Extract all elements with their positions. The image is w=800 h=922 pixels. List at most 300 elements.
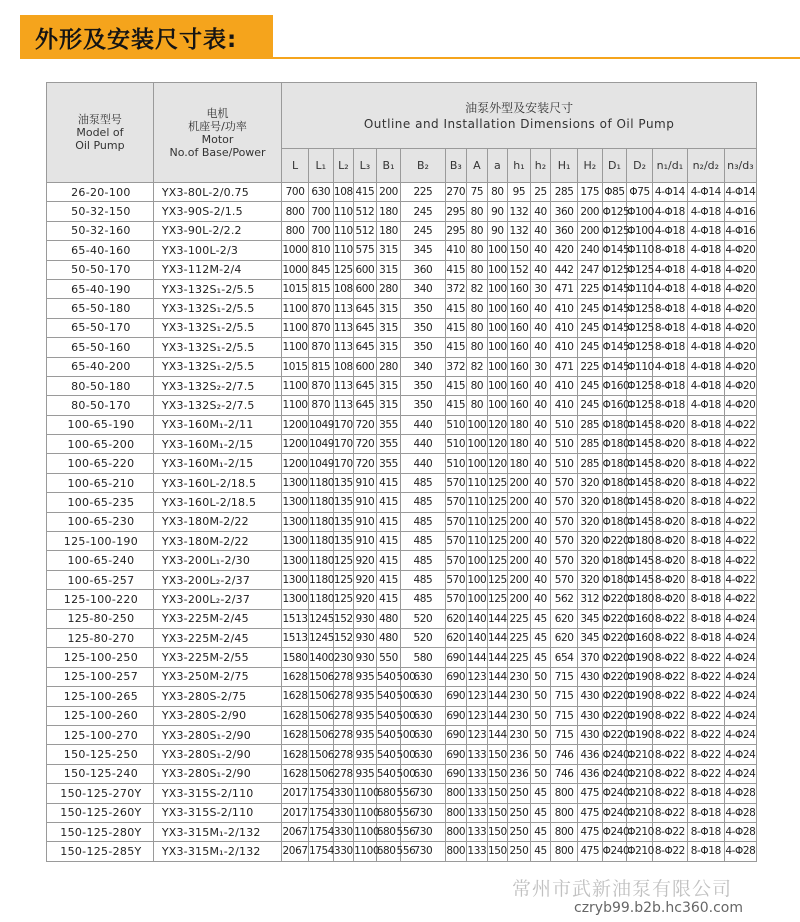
dimension-cell: Φ180 [627,532,653,551]
dimension-cell: 150 [508,241,531,260]
dimension-cell: 125 [487,570,508,589]
dimension-cell: Φ145 [627,493,653,512]
dimension-cell: 645 [354,376,377,395]
dimension-value: 540 [376,690,396,703]
pump-model-cell: 65-40-190 [47,279,154,298]
dimension-cell: 8-Φ18 [687,532,724,551]
dimension-cell: 570 [445,551,467,570]
pump-model-cell: 65-50-160 [47,338,154,357]
dimension-cell: 100 [467,590,488,609]
dimension-cell: 410 [445,241,467,260]
dimensions-table-body [47,183,757,862]
dimension-cell: 315 [376,299,401,318]
dimension-cell: 4-Φ28 [724,784,756,803]
dimension-cell: 40 [530,493,551,512]
dimension-cell: Φ75 [627,183,653,202]
dimension-cell: 870 [308,299,333,318]
dimension-column-header: h₁ [508,149,531,183]
dimension-cell: 845 [308,260,333,279]
dimension-cell: 8-Φ22 [652,842,687,861]
dimension-cell: 570 [551,512,578,531]
dimension-cell: 510 [551,435,578,454]
dimension-cell: 8-Φ18 [687,551,724,570]
pump-model-cell: 50-32-160 [47,221,154,240]
dimension-cell: 230 [508,706,531,725]
dimension-cell: 8-Φ22 [652,628,687,647]
dimension-value: 556 [396,826,416,839]
dimension-cell: Φ220 [602,725,627,744]
motor-cell: YX3-160M₁-2/15 [153,435,281,454]
dimension-cell: 935 [354,725,377,744]
dimension-cell: Φ145 [602,357,627,376]
dimension-cell: 372 [445,357,467,376]
dimension-cell: 160 [508,376,531,395]
table-row [47,454,757,473]
dimension-cell: 410 [551,396,578,415]
dimension-cell: 135 [333,512,354,531]
dimension-cell: 125 [487,590,508,609]
dimension-cell: Φ100 [627,221,653,240]
dimension-column-header: B₂ [401,149,445,183]
dimension-cell: 800 [551,822,578,841]
motor-cell: YX3-90S-2/1.5 [153,202,281,221]
dimension-cell: 247 [577,260,602,279]
dimension-cell: 4-Φ24 [724,745,756,764]
dimension-cell: 910 [354,493,377,512]
dimension-cell: 1300 [282,590,309,609]
dimension-column-header: D₁ [602,149,627,183]
dimension-cell: 245 [577,338,602,357]
dimension-cell: 485 [401,551,445,570]
table-row [47,279,757,298]
dimension-cell: 170 [333,435,354,454]
dimension-cell: 870 [308,376,333,395]
dimension-cell: 4-Φ16 [724,221,756,240]
dimension-cell: 45 [530,842,551,861]
table-row [47,396,757,415]
dimension-cell: 8-Φ20 [652,512,687,531]
dimension-cell: 690 [445,667,467,686]
dimension-cell: 510 [445,415,467,434]
dimension-cell: 645 [354,318,377,337]
dimension-cell: 40 [530,221,551,240]
dimension-cell: 40 [530,570,551,589]
dimension-cell: 645 [354,338,377,357]
dimension-cell: 113 [333,299,354,318]
dimension-cell: 345 [577,609,602,628]
dimension-cell: 170 [333,415,354,434]
dimension-cell: 570 [551,493,578,512]
dimension-cell: 135 [333,493,354,512]
motor-cell: YX3-315S-2/110 [153,803,281,822]
dimension-cell: 415 [445,396,467,415]
dimension-cell: Φ145 [627,454,653,473]
dimension-cell: 40 [530,299,551,318]
dimension-cell: 4-Φ22 [724,570,756,589]
dimension-cell: 8-Φ18 [652,318,687,337]
dimension-value: 556 [396,787,416,800]
dimension-cell: Φ125 [627,376,653,395]
dimension-cell: 4-Φ14 [687,183,724,202]
dimension-cell: 430 [577,667,602,686]
pump-model-cell: 125-100-220 [47,590,154,609]
dimension-cell: 8-Φ20 [652,415,687,434]
table-row [47,338,757,357]
dimension-cell: 1300 [282,493,309,512]
dimension-cell: 4-Φ28 [724,842,756,861]
dimension-cell: 570 [445,473,467,492]
dimension-cell: 110 [467,473,488,492]
motor-cell: YX3-315M₁-2/132 [153,842,281,861]
dimension-value: 556 [396,806,416,819]
dimension-cell: 690 [445,648,467,667]
dimension-cell [376,667,416,686]
dimension-cell: 80 [487,183,508,202]
dimension-cell: Φ220 [602,687,627,706]
dimension-cell: 80 [467,241,488,260]
dimension-cell: 4-Φ24 [724,764,756,783]
dimension-cell [376,784,416,803]
dimension-cell: 75 [467,183,488,202]
dimension-cell: 4-Φ18 [687,338,724,357]
dimension-cell: 1180 [308,570,333,589]
dimension-cell: 245 [577,396,602,415]
dimension-cell: 140 [467,628,488,647]
dimension-cell: 1754 [308,784,333,803]
dimension-cell: 730 [401,822,445,841]
dimension-value: 500 [396,670,416,683]
dimension-cell: 4-Φ22 [724,435,756,454]
dimension-cell: 570 [445,493,467,512]
dimension-cell: 40 [530,241,551,260]
dimension-cell: 133 [467,784,488,803]
dimension-cell: 8-Φ18 [687,493,724,512]
dimension-cell: 4-Φ18 [687,299,724,318]
motor-cell: YX3-160L-2/18.5 [153,473,281,492]
dimension-cell: 1180 [308,493,333,512]
dimension-cell: 133 [467,803,488,822]
motor-cell: YX3-225M-2/55 [153,648,281,667]
dimension-cell: 180 [508,415,531,434]
table-row [47,260,757,279]
dimension-cell: 4-Φ22 [724,493,756,512]
dimension-cell: 8-Φ20 [652,493,687,512]
dimension-cell: 4-Φ20 [724,376,756,395]
dimension-cell: 40 [530,396,551,415]
motor-cell: YX3-315S-2/110 [153,784,281,803]
dimension-cell: 620 [445,628,467,647]
dimension-cell: 225 [508,648,531,667]
dimension-cell: 8-Φ22 [687,706,724,725]
dimension-cell: 180 [376,221,401,240]
dimension-cell: 430 [577,706,602,725]
dimension-cell: 225 [508,609,531,628]
dimension-cell: 150 [487,803,508,822]
dimension-cell: 280 [376,279,401,298]
dimension-cell: 700 [282,183,309,202]
dimension-cell: Φ145 [602,299,627,318]
dimension-cell: 133 [467,822,488,841]
dimension-cell: 2067 [282,842,309,861]
dimension-cell: 415 [445,299,467,318]
dimension-cell: 100 [487,357,508,376]
dimension-column-header: L [282,149,309,183]
dimension-cell: 200 [508,512,531,531]
dimension-cell: 570 [445,590,467,609]
dimension-cell: 690 [445,764,467,783]
motor-label-cn1: 电机 [206,106,229,120]
pump-model-cell: 150-125-280Y [47,822,154,841]
dimension-cell: 80 [467,376,488,395]
dimension-cell: 1180 [308,551,333,570]
dimension-cell: 144 [467,648,488,667]
dimension-cell [376,764,416,783]
dimension-cell: 8-Φ22 [652,803,687,822]
motor-cell: YX3-160M₁-2/11 [153,415,281,434]
dimension-cell: 630 [308,183,333,202]
dimension-cell: 8-Φ20 [652,473,687,492]
dimension-cell: 8-Φ18 [687,590,724,609]
pump-model-cell: 150-125-250 [47,745,154,764]
dimension-cell: 4-Φ14 [652,183,687,202]
dimension-cell: Φ125 [627,396,653,415]
dimension-cell: Φ220 [602,628,627,647]
dimension-cell: 410 [551,318,578,337]
dimension-cell: 485 [401,512,445,531]
dimension-cell: 230 [508,687,531,706]
dimension-cell: Φ240 [602,745,627,764]
dimension-cell: 475 [577,842,602,861]
dimension-cell: 430 [577,725,602,744]
table-row [47,532,757,551]
pump-model-cell: 100-65-190 [47,415,154,434]
dimension-cell: Φ145 [627,551,653,570]
dimension-cell: 4-Φ14 [724,183,756,202]
dimension-cell: 1300 [282,551,309,570]
dimension-cell: 746 [551,745,578,764]
pump-model-cell: 100-65-210 [47,473,154,492]
table-row [47,221,757,240]
dimension-cell: 160 [508,396,531,415]
dimension-cell: 80 [467,221,488,240]
dimension-value: 540 [376,729,396,742]
dimension-cell: Φ220 [602,609,627,628]
dimension-cell: 4-Φ22 [724,512,756,531]
dimension-cell: 8-Φ18 [687,609,724,628]
dimension-cell: 8-Φ20 [652,532,687,551]
dimension-cell: 123 [467,687,488,706]
pump-model-cell: 125-80-250 [47,609,154,628]
dimension-cell: 135 [333,532,354,551]
dimension-cell: 4-Φ20 [724,396,756,415]
dimension-cell: 440 [401,415,445,434]
pump-model-cell: 100-65-240 [47,551,154,570]
dimension-cell: 50 [530,745,551,764]
dimension-cell: 295 [445,202,467,221]
dimension-cell: 133 [467,745,488,764]
dimension-cell: 1754 [308,842,333,861]
dimension-cell: 1000 [282,241,309,260]
dimension-cell: 730 [401,784,445,803]
dimension-cell: Φ125 [602,202,627,221]
dimension-cell: 480 [376,628,401,647]
dimension-cell: 512 [354,221,377,240]
dimension-cell: 570 [551,532,578,551]
table-row [47,376,757,395]
dimension-cell: 1300 [282,512,309,531]
dimension-cell: 4-Φ18 [687,318,724,337]
dimension-cell: 285 [577,454,602,473]
table-row [47,512,757,531]
dimension-cell: 440 [401,454,445,473]
dimension-cell: 485 [401,590,445,609]
dimension-cell: 415 [376,590,401,609]
dimension-cell: Φ180 [602,454,627,473]
dimension-cell: 8-Φ18 [652,338,687,357]
dimension-cell: 1628 [282,706,309,725]
dimension-cell: Φ160 [627,609,653,628]
dimension-value: 680 [376,845,396,858]
dimension-cell: 150 [487,784,508,803]
motor-cell: YX3-132S₁-2/5.5 [153,357,281,376]
dimension-cell: 278 [333,745,354,764]
dimension-cell: 570 [551,473,578,492]
motor-label-en1: Motor [201,132,234,146]
dimension-cell: 8-Φ18 [687,784,724,803]
dimension-cell: 8-Φ22 [687,648,724,667]
dimension-cell: 475 [577,784,602,803]
dimension-cell: Φ220 [602,590,627,609]
dimension-cell: 1754 [308,803,333,822]
dimension-column-header: H₁ [551,149,578,183]
dimension-cell: 80 [467,338,488,357]
dimension-cell: 278 [333,725,354,744]
dimension-cell: 4-Φ24 [724,706,756,725]
dimension-cell: 278 [333,706,354,725]
dimension-cell: 575 [354,241,377,260]
dimension-cell: 150 [487,745,508,764]
dimension-cell: 110 [467,532,488,551]
dimension-cell: 4-Φ24 [724,725,756,744]
dimension-cell: 570 [445,570,467,589]
motor-cell: YX3-315M₁-2/132 [153,822,281,841]
dimension-cell: 132 [508,202,531,221]
dimension-cell: 100 [487,260,508,279]
dimension-cell: 4-Φ22 [724,454,756,473]
dimension-cell: 654 [551,648,578,667]
dimension-value: 540 [376,748,396,761]
dimension-cell: 415 [376,551,401,570]
table-row [47,628,757,647]
dimension-cell: 420 [551,241,578,260]
watermark-company: 常州市武新油泵有限公司 [512,878,733,900]
dimension-value: 540 [376,670,396,683]
pump-model-cell: 80-50-180 [47,376,154,395]
dimension-cell: 150 [487,842,508,861]
dimension-cell: 410 [551,376,578,395]
dimension-cell: 620 [551,609,578,628]
watermark-site: czryb99.b2b.hc360.com [574,900,744,916]
dimension-cell [376,745,416,764]
dimension-cell: 630 [401,745,445,764]
dimension-cell: 113 [333,376,354,395]
dimension-cell: 133 [467,842,488,861]
dimension-cell: 315 [376,260,401,279]
dimension-cell: 330 [333,842,354,861]
dimension-cell: 144 [487,725,508,744]
dimension-cell: 100 [487,396,508,415]
dimension-cell: 1628 [282,764,309,783]
dimension-cell: 180 [508,454,531,473]
dimension-cell: 415 [376,493,401,512]
dimension-cell: 4-Φ24 [724,667,756,686]
pump-model-cell: 150-125-260Y [47,803,154,822]
dimension-cell: 935 [354,745,377,764]
dimension-cell: 230 [333,648,354,667]
table-row [47,202,757,221]
dimension-cell: 4-Φ20 [724,260,756,279]
dimension-cell: 471 [551,279,578,298]
dimension-cell: 800 [445,842,467,861]
dimension-cell: Φ210 [627,784,653,803]
dimension-cell: 1100 [282,299,309,318]
dimension-cell: 1506 [308,706,333,725]
dimension-cell: 8-Φ22 [652,725,687,744]
dimension-cell: 80 [467,260,488,279]
dimension-cell: 150 [487,764,508,783]
dimension-cell: 320 [577,570,602,589]
dimension-cell: 4-Φ20 [724,318,756,337]
dimension-cell: 120 [487,454,508,473]
dimension-cell: 8-Φ20 [652,454,687,473]
table-row [47,764,757,783]
motor-cell: YX3-132S₁-2/5.5 [153,299,281,318]
dimension-cell: 8-Φ18 [687,842,724,861]
dimension-cell: 225 [401,183,445,202]
dimension-cell: 80 [467,299,488,318]
pump-model-cell: 65-40-200 [47,357,154,376]
dimension-cell: 160 [508,318,531,337]
dimension-cell: 415 [376,570,401,589]
dimension-cell: 720 [354,415,377,434]
dimension-cell: 1100 [282,396,309,415]
dimension-cell: 100 [487,279,508,298]
dimension-cell: 8-Φ22 [687,745,724,764]
dimension-cell: 250 [508,842,531,861]
dimension-cell: Φ145 [602,338,627,357]
dimension-cell: 630 [401,725,445,744]
dimension-cell: 520 [401,609,445,628]
dimension-cell: 1015 [282,357,309,376]
dimension-cell: 436 [577,745,602,764]
dimension-cell: 715 [551,706,578,725]
dimension-cell: 620 [551,628,578,647]
dimension-cell: Φ240 [602,784,627,803]
pump-model-cell: 125-100-265 [47,687,154,706]
dimension-cell: 100 [467,415,488,434]
dimension-cell: Φ180 [602,570,627,589]
dimension-cell: 870 [308,318,333,337]
dimension-cell: Φ145 [627,473,653,492]
dimension-cell: 125 [333,551,354,570]
motor-cell: YX3-112M-2/4 [153,260,281,279]
dimension-cell: Φ220 [602,706,627,725]
dimension-cell: 630 [401,706,445,725]
dimension-cell: 8-Φ22 [652,667,687,686]
dimension-cell: 123 [467,725,488,744]
dimension-cell: 1015 [282,279,309,298]
dimension-cell: 8-Φ22 [652,706,687,725]
